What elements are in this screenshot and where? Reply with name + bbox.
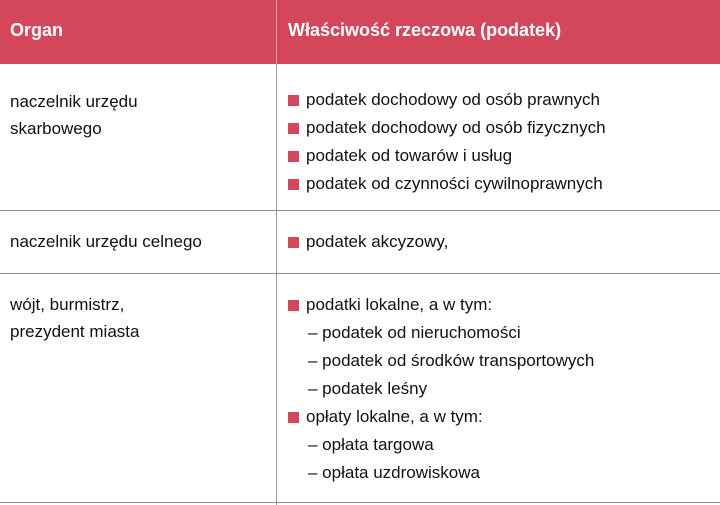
table-row (0, 64, 720, 210)
row-organ: wójt, burmistrz, prezydent miasta (10, 295, 140, 341)
table-header (0, 0, 720, 64)
bullet-square-icon (288, 179, 299, 190)
header-divider (276, 0, 277, 64)
list-item: podatek dochodowy od osób fizycznych (288, 114, 606, 142)
bullet-square-icon (288, 123, 299, 134)
sub-list-item: – podatek od nieruchomości (308, 323, 521, 342)
row-organ: naczelnik urzędu celnego (10, 232, 202, 251)
sub-list-item: – opłata uzdrowiskowa (308, 463, 480, 482)
sub-list-item: – podatek od środków transportowych (308, 351, 595, 370)
bullet-square-icon (288, 95, 299, 106)
list-item: podatek dochodowy od osób prawnych (288, 86, 606, 114)
column-divider (276, 64, 277, 210)
list-item: podatki lokalne, a w tym: (288, 291, 594, 319)
row-organ: naczelnik urzędu skarbowego (10, 92, 138, 138)
bullet-square-icon (288, 151, 299, 162)
row-items (288, 291, 594, 487)
list-item: podatek od czynności cywilnoprawnych (288, 170, 606, 198)
bullet-square-icon (288, 237, 299, 248)
bullet-square-icon (288, 300, 299, 311)
column-divider (276, 211, 277, 273)
sub-list-item: – podatek leśny (308, 379, 428, 398)
bullet-square-icon (288, 412, 299, 423)
list-item: podatek akcyzowy, (288, 228, 448, 256)
table-row (0, 211, 720, 273)
list-item: podatek od towarów i usług (288, 142, 606, 170)
table-row (0, 274, 720, 505)
header-property: Właściwość rzeczowa (podatek) (288, 20, 562, 40)
sub-list-item: – opłata targowa (308, 435, 434, 454)
list-item: opłaty lokalne, a w tym: (288, 403, 594, 431)
row-items (288, 228, 448, 256)
row-items (288, 86, 606, 198)
column-divider (276, 274, 277, 505)
header-organ: Organ (10, 20, 64, 40)
row-separator (0, 502, 720, 503)
